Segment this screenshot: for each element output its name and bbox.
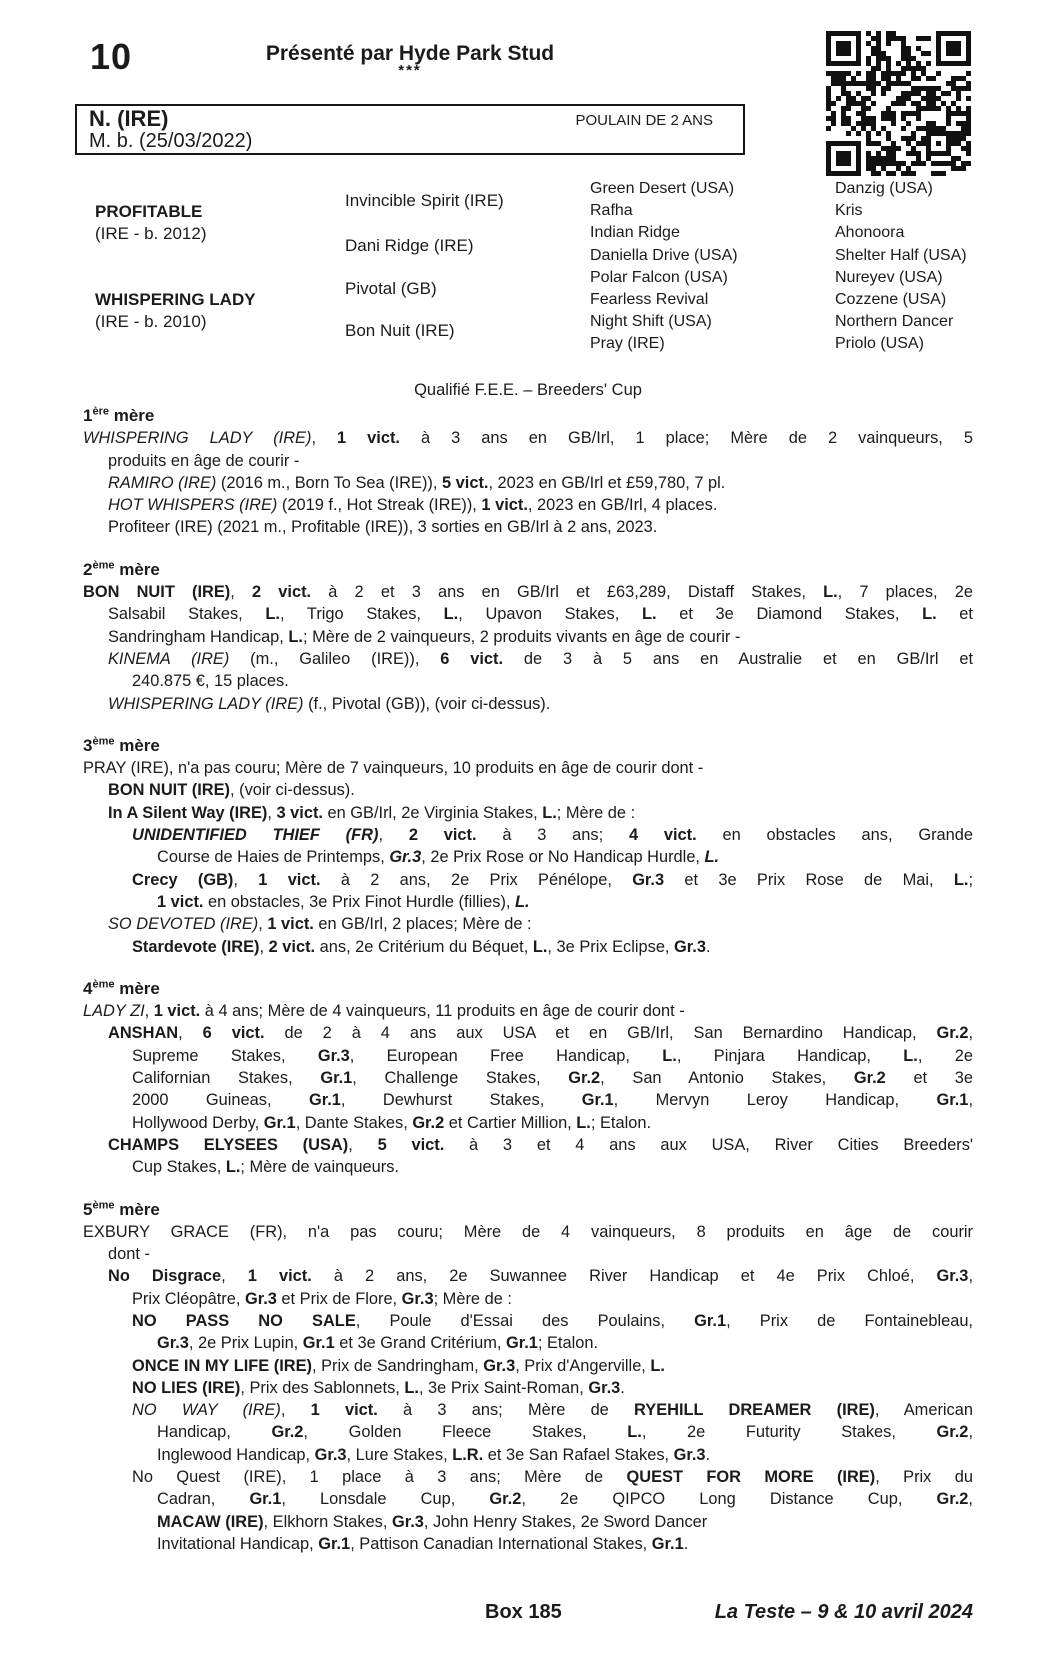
section-header: 3ème mère [83, 735, 160, 755]
pedigree-text-line: MACAW (IRE), Elkhorn Stakes, Gr.3, John Henry Stakes, 2e Sword Dancer [157, 1512, 708, 1531]
dam-section [83, 559, 973, 715]
box-number: Box 185 [485, 1601, 562, 1623]
great-great-grandparent: Ahonoora [835, 224, 905, 242]
pedigree-text-line: 1 vict. en obstacles, 3e Prix Finot Hurdle (fillies), L. [157, 892, 530, 911]
great-great-grandparent: Danzig (USA) [835, 180, 933, 197]
pedigree-text-line: Crecy (GB), 1 vict. à 2 ans, 2e Prix Pénélope, Gr.3 et 3e Prix Rose de Mai, L.; [132, 870, 974, 889]
pedigree-text-line: ANSHAN, 6 vict. de 2 à 4 ans aux USA et en GB/Irl, San Bernardino Handicap, Gr.2, [108, 1024, 974, 1043]
great-grandparent: Polar Falcon (USA) [590, 268, 728, 286]
dam-section [83, 735, 973, 958]
grandparent: Dani Ridge (IRE) [345, 236, 474, 255]
section-header: 5ème mère [83, 1198, 160, 1219]
ordinal-superscript: ème [92, 559, 115, 572]
pedigree-text-line: Invitational Handicap, Gr.1, Pattison Canadian International Stakes, Gr.1. [157, 1534, 689, 1553]
pedigree-text-line: Californian Stakes, Gr.1, Challenge Stakes, Gr.2, San Antonio Stakes, Gr.2 et 3e [132, 1069, 974, 1088]
section-header: 1ère mère [83, 405, 155, 425]
pedigree-text-line: Sandringham Handicap, L.; Mère de 2 vainqueurs, 2 produits vivants en âge de courir - [108, 627, 741, 646]
presenter-block [75, 42, 745, 79]
great-great-grandparent: Northern Dancer [835, 313, 954, 331]
ordinal-superscript: ème [92, 735, 115, 748]
great-grandparent: Daniella Drive (USA) [590, 246, 738, 264]
pedigree-text-line: BON NUIT (IRE), 2 vict. à 2 et 3 ans en GB/Irl et £63,289, Distaff Stakes, L., 7 places, 2e [83, 583, 974, 602]
pedigree-text-line: WHISPERING LADY (IRE), 1 vict. à 3 ans en GB/Irl, 1 place; Mère de 2 vainqueurs, 5 [83, 429, 973, 448]
pedigree-text-line: NO WAY (IRE), 1 vict. à 3 ans; Mère de RYEHILL DREAMER (IRE), American [132, 1401, 973, 1420]
pedigree-text-line: No Quest (IRE), 1 place à 3 ans; Mère de QUEST FOR MORE (IRE), Prix du [132, 1468, 974, 1487]
pedigree-text-line: ONCE IN MY LIFE (IRE), Prix de Sandringham, Gr.3, Prix d'Angerville, L. [132, 1356, 665, 1375]
great-great-grandparent: Nureyev (USA) [835, 268, 943, 286]
pedigree-text-line: EXBURY GRACE (FR), n'a pas couru; Mère de 4 vainqueurs, 8 produits en âge de courir [83, 1222, 973, 1241]
stars-separator: *** [398, 62, 422, 79]
great-grandparent: Rafha [590, 202, 633, 220]
pedigree-text-line: Hollywood Derby, Gr.1, Dante Stakes, Gr.2 et Cartier Million, L.; Etalon. [132, 1113, 652, 1132]
grandparent: Bon Nuit (IRE) [345, 321, 455, 340]
great-grandparent: Green Desert (USA) [590, 180, 735, 197]
grandparent: Invincible Spirit (IRE) [345, 191, 504, 210]
pedigree-text-line: In A Silent Way (IRE), 3 vict. en GB/Irl, 2e Virginia Stakes, L.; Mère de : [108, 803, 636, 822]
sale-title: La Teste – 9 & 10 avril 2024 [714, 1601, 973, 1623]
pedigree-text-line: Inglewood Handicap, Gr.3, Lure Stakes, L.R. et 3e San Rafael Stakes, Gr.3. [157, 1445, 711, 1464]
pedigree-text-line: Supreme Stakes, Gr.3, European Free Handicap, L., Pinjara Handicap, L., 2e [132, 1046, 974, 1065]
pedigree-text-line: LADY ZI, 1 vict. à 4 ans; Mère de 4 vainqueurs, 11 produits en âge de courir dont - [83, 1002, 685, 1021]
pedigree-text-line: PRAY (IRE), n'a pas couru; Mère de 7 vainqueurs, 10 produits en âge de courir dont - [83, 759, 704, 778]
qr-code-icon [826, 31, 971, 176]
pedigree-text-line: HOT WHISPERS (IRE) (2019 f., Hot Streak (IRE)), 1 vict., 2023 en GB/Irl, 4 places. [108, 496, 718, 515]
pedigree-text-line: No Disgrace, 1 vict. à 2 ans, 2e Suwannee River Handicap et 4e Prix Chloé, Gr.3, [108, 1267, 973, 1286]
sire-origin: (IRE - b. 2012) [95, 224, 207, 243]
dam-origin: (IRE - b. 2010) [95, 312, 207, 331]
dam [95, 289, 256, 333]
pedigree-text-line: 2000 Guineas, Gr.1, Dewhurst Stakes, Gr.1, Mervyn Leroy Handicap, Gr.1, [132, 1091, 973, 1110]
great-grandparent: Fearless Revival [590, 291, 709, 308]
pedigree-text-line: Gr.3, 2e Prix Lupin, Gr.1 et 3e Grand Critérium, Gr.1; Etalon. [157, 1334, 599, 1353]
pedigree-text-line: Handicap, Gr.2, Golden Fleece Stakes, L., 2e Futurity Stakes, Gr.2, [157, 1423, 973, 1442]
horse-birthdate: M. b. (25/03/2022) [89, 130, 253, 152]
great-great-grandparent: Priolo (USA) [835, 335, 924, 353]
pedigree-text-line: Course de Haies de Printemps, Gr.3, 2e Prix Rose or No Handicap Hurdle, L. [157, 848, 720, 867]
pedigree-text-line: dont - [108, 1245, 150, 1264]
qualification-note: Qualifié F.E.E. – Breeders' Cup [414, 381, 642, 399]
horse-header-row [77, 106, 743, 131]
section-header: 4ème mère [83, 978, 160, 998]
great-great-grandparent: Cozzene (USA) [835, 291, 947, 308]
dam-section [83, 1199, 973, 1556]
pedigree-text-line: produits en âge de courir - [108, 451, 300, 470]
great-grandparent: Indian Ridge [590, 224, 680, 242]
pedigree-text-line: Prix Cléopâtre, Gr.3 et Prix de Flore, Gr.3; Mère de : [132, 1289, 512, 1308]
presenter-title: Présenté par Hyde Park Stud [265, 42, 555, 65]
dam-sections [83, 405, 973, 1555]
ordinal-superscript: ème [92, 1198, 115, 1211]
sire [95, 201, 207, 245]
pedigree-text-line: Profiteer (IRE) (2021 m., Profitable (IRE)), 3 sorties en GB/Irl à 2 ans, 2023. [108, 518, 658, 537]
pedigree-text-line: BON NUIT (IRE), (voir ci-dessus). [108, 781, 355, 800]
grandparent: Pivotal (GB) [345, 279, 437, 298]
dam-section [83, 978, 973, 1179]
pedigree-text-line: CHAMPS ELYSEES (USA), 5 vict. à 3 et 4 ans aux USA, River Cities Breeders' [108, 1135, 974, 1154]
ordinal-superscript: ère [92, 405, 109, 418]
pedigree-text-line: Salsabil Stakes, L., Trigo Stakes, L., Upavon Stakes, L. et 3e Diamond Stakes, L. et [108, 605, 973, 624]
dam-section [83, 405, 973, 539]
pedigree-text-line: RAMIRO (IRE) (2016 m., Born To Sea (IRE)), 5 vict., 2023 en GB/Irl et £59,780, 7 pl. [108, 473, 726, 492]
pedigree-text-line: 240.875 €, 15 places. [132, 672, 289, 691]
pedigree-text-line: NO PASS NO SALE, Poule d'Essai des Poulains, Gr.1, Prix de Fontainebleau, [132, 1311, 973, 1330]
pedigree-text-line: Cadran, Gr.1, Lonsdale Cup, Gr.2, 2e QIPCO Long Distance Cup, Gr.2, [157, 1490, 973, 1509]
section-header: 2ème mère [83, 559, 160, 579]
great-grandparent: Pray (IRE) [590, 335, 665, 353]
pedigree-text-line: SO DEVOTED (IRE), 1 vict. en GB/Irl, 2 places; Mère de : [108, 915, 532, 934]
pedigree-text-line: Cup Stakes, L.; Mère de vainqueurs. [132, 1158, 399, 1177]
horse-header-box [75, 104, 745, 155]
great-great-grandparent: Shelter Half (USA) [835, 246, 967, 264]
dam-name: WHISPERING LADY [95, 290, 256, 309]
pedigree-text-line: KINEMA (IRE) (m., Galileo (IRE)), 6 vict. de 3 à 5 ans en Australie et en GB/Irl et [108, 649, 974, 668]
pedigree-text-line: Stardevote (IRE), 2 vict. ans, 2e Critérium du Béquet, L., 3e Prix Eclipse, Gr.3. [132, 937, 711, 956]
lot-number: 10 [90, 36, 133, 77]
great-great-grandparent: Kris [835, 202, 863, 220]
horse-name: N. (IRE) [89, 106, 169, 131]
great-grandparent: Night Shift (USA) [590, 313, 712, 331]
sire-name: PROFITABLE [95, 202, 203, 221]
pedigree-text-line: WHISPERING LADY (IRE) (f., Pivotal (GB)), (voir ci-dessus). [108, 694, 551, 713]
horse-category: POULAIN DE 2 ANS [575, 112, 713, 129]
pedigree-text-line: NO LIES (IRE), Prix des Sablonnets, L., 3e Prix Saint-Roman, Gr.3. [132, 1378, 625, 1397]
pedigree-text-line: UNIDENTIFIED THIEF (FR), 2 vict. à 3 ans; 4 vict. en obstacles ans, Grande [132, 826, 973, 845]
ordinal-superscript: ème [92, 978, 115, 991]
